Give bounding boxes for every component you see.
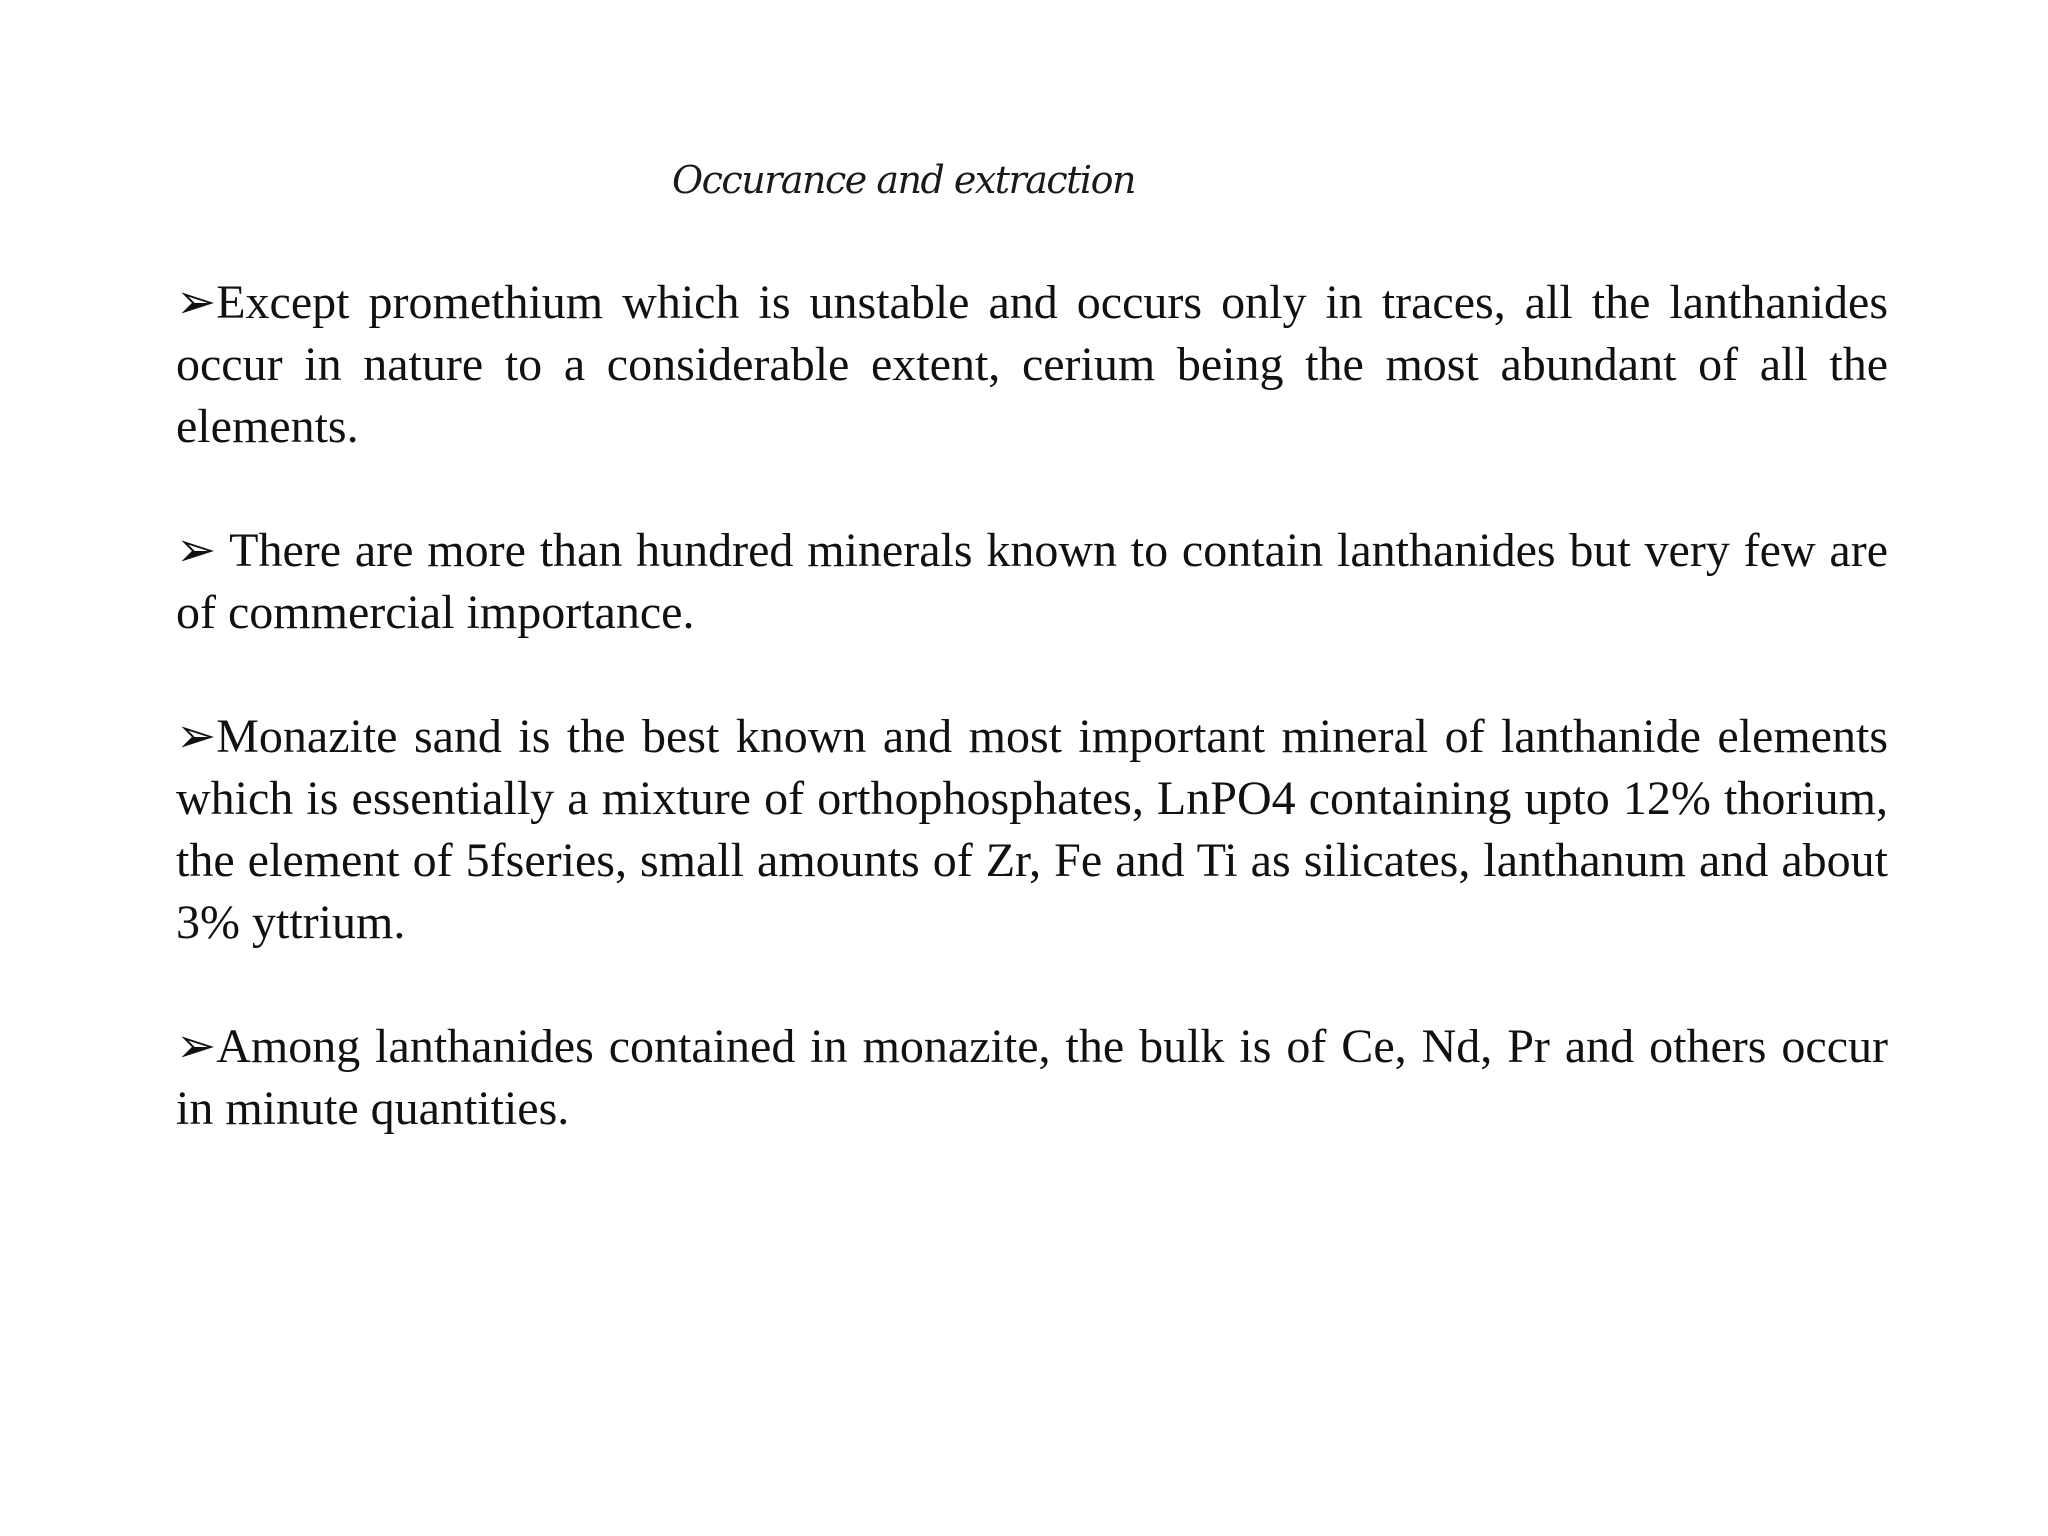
arrow-bullet-icon: ➢ <box>176 276 217 329</box>
arrow-bullet-icon: ➢ <box>176 524 217 577</box>
bullet-item <box>176 520 1888 644</box>
bullet-text: Monazite sand is the best known and most important mineral of lanthanide elements which is essentially a mixture of orthophosphates, LnPO4 containing upto 12% thorium, the element of 5fseries, small amounts of Zr, Fe and Ti as silicates, lanthanum and about 3% yttrium. <box>176 710 1888 949</box>
bullet-item <box>176 272 1888 458</box>
bullet-text: Among lanthanides contained in monazite, the bulk is of Ce, Nd, Pr and others occur in minute quantities. <box>176 1020 1888 1135</box>
bullet-item <box>176 706 1888 954</box>
slide-body <box>176 272 1888 1140</box>
bullet-text: There are more than hundred minerals known to contain lanthanides but very few are of commercial importance. <box>176 524 1888 639</box>
slide-title: Occurance and extraction <box>672 158 1135 202</box>
bullet-item <box>176 1016 1888 1140</box>
arrow-bullet-icon: ➢ <box>176 1020 217 1073</box>
bullet-text: Except promethium which is unstable and occurs only in traces, all the lanthanides occur in nature to a considerable extent, cerium being the most abundant of all the elements. <box>176 276 1888 453</box>
arrow-bullet-icon: ➢ <box>176 710 217 763</box>
